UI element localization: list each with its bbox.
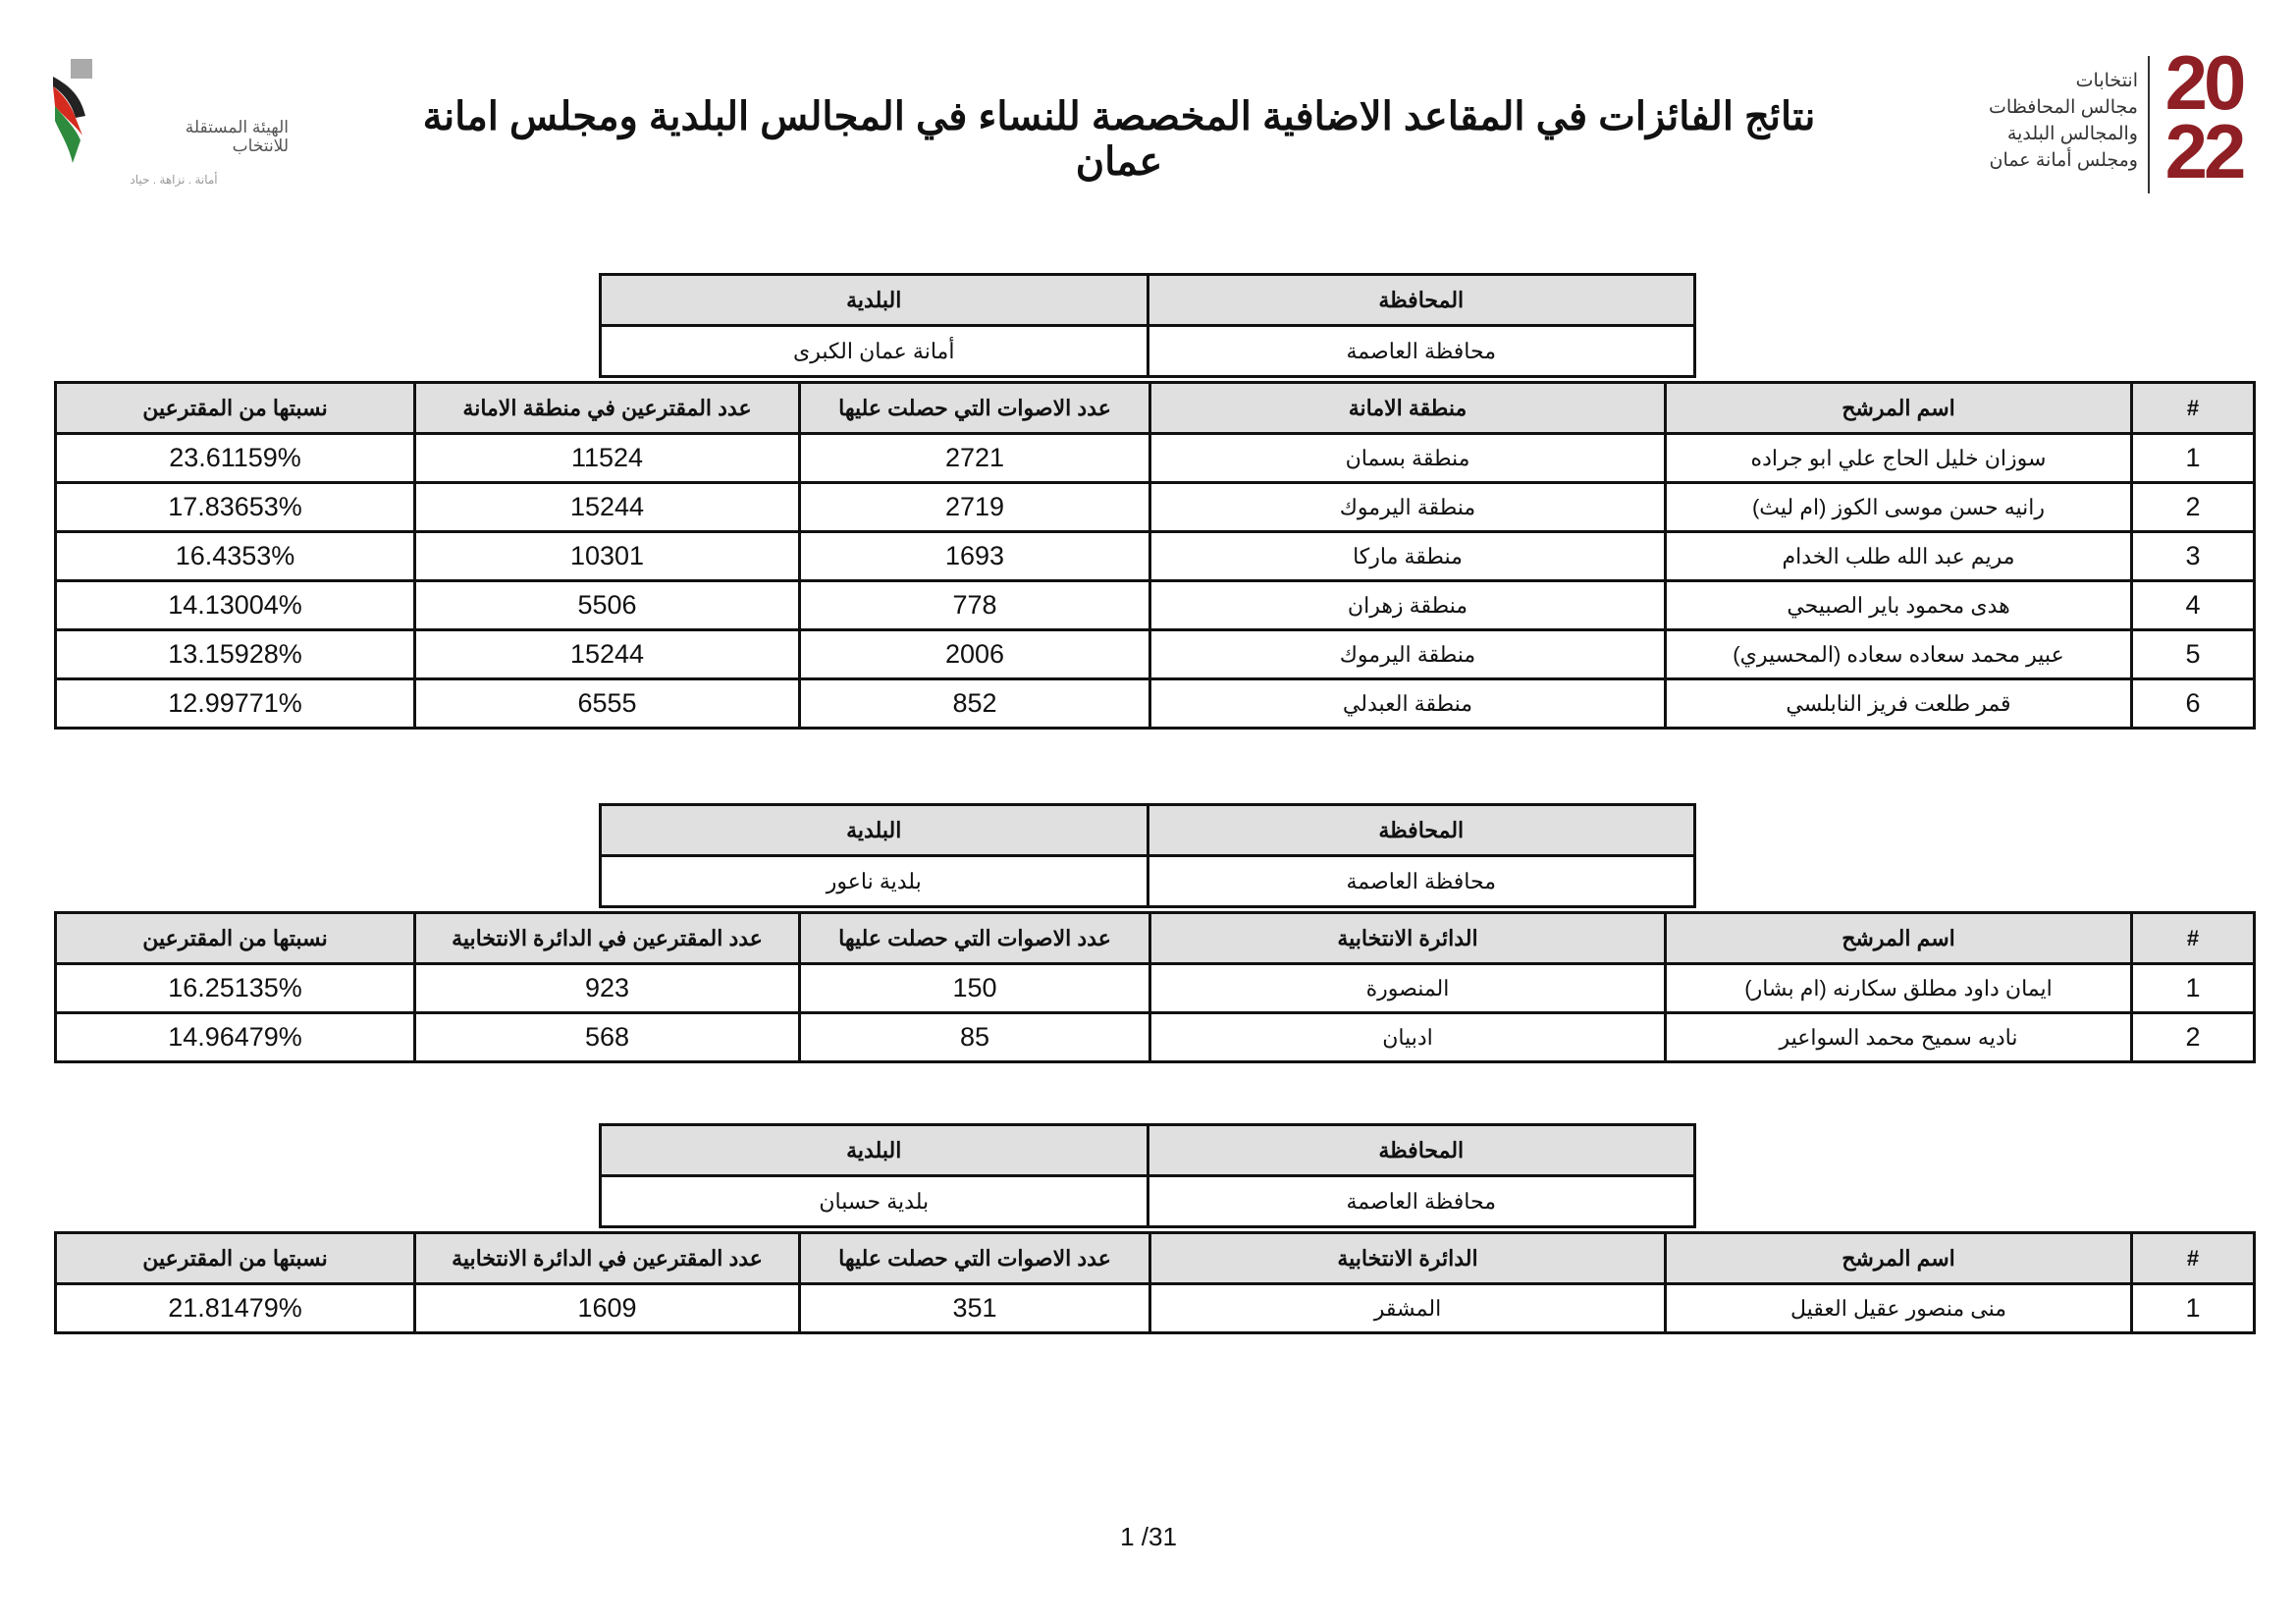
table-cell: 85: [800, 1013, 1150, 1062]
column-header: عدد المقترعين في الدائرة الانتخابية: [415, 1233, 800, 1284]
table-cell: المشقر: [1150, 1284, 1666, 1333]
table-cell: 15244: [415, 483, 800, 532]
table-cell: 16.4353%: [56, 532, 415, 581]
location-info-table: [599, 1123, 1696, 1228]
table-cell: المنصورة: [1150, 964, 1666, 1013]
municipality-label: البلدية: [601, 1125, 1148, 1176]
column-header: #: [2132, 1233, 2255, 1284]
table-cell: منطقة زهران: [1150, 581, 1666, 630]
column-header: عدد الاصوات التي حصلت عليها: [800, 913, 1150, 964]
table-cell: 2: [2132, 483, 2255, 532]
table-cell: 351: [800, 1284, 1150, 1333]
table-cell: رانيه حسن موسى الكوز (ام ليث): [1666, 483, 2132, 532]
column-header: اسم المرشح: [1666, 913, 2132, 964]
table-row: [56, 964, 2255, 1013]
table-row: [56, 532, 2255, 581]
table-cell: 1: [2132, 964, 2255, 1013]
table-cell: منطقة العبدلي: [1150, 679, 1666, 729]
table-header-row: [56, 1233, 2255, 1284]
table-cell: 778: [800, 581, 1150, 630]
table-row: [56, 679, 2255, 729]
column-header: نسبتها من المقترعين: [56, 913, 415, 964]
municipality-value: بلدية حسبان: [601, 1176, 1148, 1227]
table-cell: 923: [415, 964, 800, 1013]
page-title: نتائج الفائزات في المقاعد الاضافية المخصصة للنساء في المجالس البلدية ومجلس امانة عمان: [422, 95, 1816, 184]
governorate-value: محافظة العاصمة: [1148, 856, 1695, 907]
org-motto: أمانة . نزاهة . حياد: [130, 173, 218, 187]
column-header: #: [2132, 913, 2255, 964]
column-header: الدائرة الانتخابية: [1150, 1233, 1666, 1284]
year-top: 20: [2164, 39, 2243, 126]
location-info-table: [599, 803, 1696, 908]
table-cell: 5: [2132, 630, 2255, 679]
column-header: عدد الاصوات التي حصلت عليها: [800, 383, 1150, 434]
table-cell: 2719: [800, 483, 1150, 532]
table-cell: 2006: [800, 630, 1150, 679]
table-row: [56, 483, 2255, 532]
table-cell: 1: [2132, 1284, 2255, 1333]
table-cell: 10301: [415, 532, 800, 581]
table-header-row: [56, 913, 2255, 964]
table-cell: 6555: [415, 679, 800, 729]
results-table: [54, 381, 2256, 730]
page-number: 1 /31: [1120, 1522, 1177, 1551]
column-header: عدد الاصوات التي حصلت عليها: [800, 1233, 1150, 1284]
results-table: [54, 911, 2256, 1063]
table-cell: 13.15928%: [56, 630, 415, 679]
table-cell: 5506: [415, 581, 800, 630]
table-cell: سوزان خليل الحاج علي ابو جراده: [1666, 434, 2132, 483]
org-line2: للانتخاب: [232, 136, 289, 155]
table-cell: منطقة ماركا: [1150, 532, 1666, 581]
column-header: نسبتها من المقترعين: [56, 383, 415, 434]
table-cell: 16.25135%: [56, 964, 415, 1013]
location-info-table: [599, 273, 1696, 378]
governorate-label: المحافظة: [1148, 1125, 1695, 1176]
table-cell: 15244: [415, 630, 800, 679]
table-cell: 852: [800, 679, 1150, 729]
governorate-value: محافظة العاصمة: [1148, 326, 1695, 377]
column-header: اسم المرشح: [1666, 383, 2132, 434]
column-header: عدد المقترعين في الدائرة الانتخابية: [415, 913, 800, 964]
logo-year: [2155, 39, 2253, 194]
table-cell: 3: [2132, 532, 2255, 581]
table-cell: 4: [2132, 581, 2255, 630]
table-cell: ناديه سميح محمد السواعير: [1666, 1013, 2132, 1062]
column-header: نسبتها من المقترعين: [56, 1233, 415, 1284]
org-name: [112, 118, 289, 155]
logo-text-line: والمجالس البلدية: [2006, 124, 2138, 144]
logo-text-line: مجالس المحافظات: [1989, 97, 2138, 118]
table-cell: 23.61159%: [56, 434, 415, 483]
table-row: [56, 630, 2255, 679]
table-cell: 1693: [800, 532, 1150, 581]
municipality-value: أمانة عمان الكبرى: [601, 326, 1148, 377]
logo-text: [1973, 68, 2138, 174]
table-cell: 17.83653%: [56, 483, 415, 532]
table-cell: مريم عبد الله طلب الخدام: [1666, 532, 2132, 581]
table-cell: منطقة اليرموك: [1150, 630, 1666, 679]
year-bottom: 22: [2164, 108, 2243, 194]
municipality-label: البلدية: [601, 275, 1148, 326]
column-header: اسم المرشح: [1666, 1233, 2132, 1284]
column-header: الدائرة الانتخابية: [1150, 913, 1666, 964]
table-row: [56, 434, 2255, 483]
table-header-row: [56, 383, 2255, 434]
table-cell: ادبيان: [1150, 1013, 1666, 1062]
table-cell: 2721: [800, 434, 1150, 483]
org-line1: الهيئة المستقلة: [185, 118, 289, 136]
table-cell: 2: [2132, 1013, 2255, 1062]
flag-ballot-icon: [51, 57, 110, 165]
table-cell: 21.81479%: [56, 1284, 415, 1333]
table-cell: قمر طلعت فريز النابلسي: [1666, 679, 2132, 729]
column-header: #: [2132, 383, 2255, 434]
table-cell: عبير محمد سعاده سعاده (المحسيري): [1666, 630, 2132, 679]
column-header: عدد المقترعين في منطقة الامانة: [415, 383, 800, 434]
table-cell: 1609: [415, 1284, 800, 1333]
column-header: منطقة الامانة: [1150, 383, 1666, 434]
table-cell: 150: [800, 964, 1150, 1013]
logo-text-line: انتخابات: [2075, 71, 2138, 91]
election-commission-logo: [51, 57, 289, 194]
table-cell: منطقة اليرموك: [1150, 483, 1666, 532]
table-cell: ايمان داود مطلق سكارنه (ام بشار): [1666, 964, 2132, 1013]
table-row: [56, 581, 2255, 630]
table-cell: 14.96479%: [56, 1013, 415, 1062]
governorate-label: المحافظة: [1148, 275, 1695, 326]
municipality-value: بلدية ناعور: [601, 856, 1148, 907]
table-row: [56, 1013, 2255, 1062]
municipality-label: البلدية: [601, 805, 1148, 856]
table-cell: 14.13004%: [56, 581, 415, 630]
table-row: [56, 1284, 2255, 1333]
table-cell: 11524: [415, 434, 800, 483]
logo-divider: [2148, 56, 2150, 193]
table-cell: 12.99771%: [56, 679, 415, 729]
governorate-value: محافظة العاصمة: [1148, 1176, 1695, 1227]
table-cell: 1: [2132, 434, 2255, 483]
table-cell: منى منصور عقيل العقيل: [1666, 1284, 2132, 1333]
table-cell: 568: [415, 1013, 800, 1062]
results-table: [54, 1231, 2256, 1334]
logo-text-line: ومجلس أمانة عمان: [1989, 150, 2138, 171]
table-cell: منطقة بسمان: [1150, 434, 1666, 483]
table-cell: هدى محمود باير الصبيحي: [1666, 581, 2132, 630]
table-cell: 6: [2132, 679, 2255, 729]
elections-2022-logo: [1973, 39, 2253, 196]
governorate-label: المحافظة: [1148, 805, 1695, 856]
